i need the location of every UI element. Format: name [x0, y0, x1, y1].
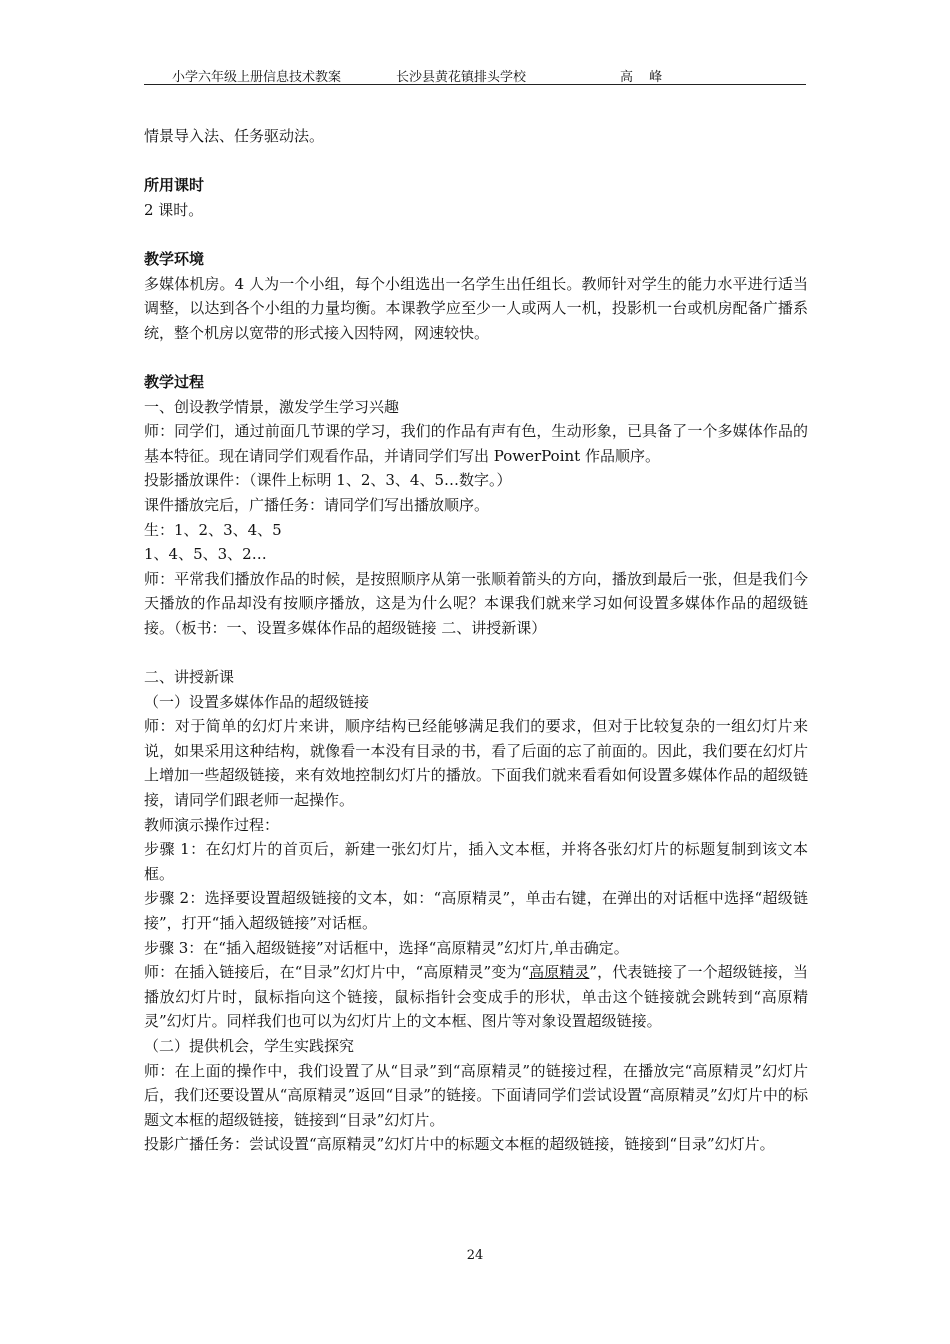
paragraph: 师：对于简单的幻灯片来讲，顺序结构已经能够满足我们的要求，但对于比较复杂的一组幻灯片来说，如果采用这种结构，就像看一本没有目录的书，看了后面的忘了前面的。因此，我们要在幻灯片上增加一些超级链接，来有效地控制幻灯片的播放。下面我们就来看看如何设置多媒体作品的超级链接，请同学们跟老师一起操作。 [144, 717, 808, 810]
paragraph [144, 960, 808, 1034]
heading-process: 教学过程 [144, 372, 205, 391]
document-body [144, 124, 808, 1157]
paragraph: （一）设置多媒体作品的超级链接 [144, 692, 370, 711]
paragraph: 投影播放课件：（课件上标明 1、2、3、4、5…数字。） [144, 471, 512, 490]
heading-environment: 教学环境 [144, 249, 205, 268]
page-header [144, 64, 806, 85]
text-span: 师：在插入链接后，在“目录”幻灯片中，“高原精灵”变为“ [144, 963, 530, 982]
paragraph: 师：同学们，通过前面几节课的学习，我们的作品有声有色，生动形象，已具备了一个多媒体作品的基本特征。现在请同学们观看作品，并请同学们写出 PowerPoint 作品顺序。 [144, 422, 808, 465]
paragraph: 师：平常我们播放作品的时候，是按照顺序从第一张顺着箭头的方向，播放到最后一张，但是我们今天播放的作品却没有按顺序播放，这是为什么呢？本课我们就来学习如何设置多媒体作品的超级链接。（板书：一、设置多媒体作品的超级链接 二、讲授新课） [144, 569, 808, 637]
page-number: 24 [466, 1248, 484, 1263]
paragraph-methods: 情景导入法、任务驱动法。 [144, 127, 325, 145]
header-school: 长沙县黄花镇排头学校 [396, 70, 527, 85]
paragraph: 生：1、2、3、4、5 [144, 520, 282, 539]
paragraph-environment: 多媒体机房。4 人为一个小组，每个小组选出一名学生出任组长。教师针对学生的能力水平进行适当调整，以达到各个小组的力量均衡。本课教学应至少一人或两人一机，投影机一台或机房配备广播系统，整个机房以宽带的形式接入因特网，网速较快。 [144, 274, 808, 342]
paragraph: 1、4、5、3、2… [144, 545, 267, 564]
text-span: ”，代表链接了一个超级链接，当播放幻灯片时，鼠标指向这个链接，鼠标指针会变成手的形状，单击这个链接就会跳转到“高原精灵”幻灯片。同样我们也可以为幻灯片上的文本框、图片等对象设置超级链接。 [144, 963, 808, 1031]
paragraph: 教师演示操作过程： [144, 815, 280, 834]
paragraph: 步骤 1：在幻灯片的首页后，新建一张幻灯片，插入文本框，并将各张幻灯片的标题复制到该文本框。 [144, 840, 808, 883]
paragraph: 一、创设教学情景，激发学生学习兴趣 [144, 397, 400, 416]
paragraph: 课件播放完后，广播任务：请同学们写出播放顺序。 [144, 495, 490, 514]
heading-class-hours: 所用课时 [144, 176, 205, 195]
paragraph: （二）提供机会，学生实践探究 [144, 1036, 355, 1055]
paragraph: 二、讲授新课 [144, 668, 235, 687]
header-course: 小学六年级上册信息技术教案 [172, 70, 342, 85]
paragraph: 步骤 2：选择要设置超级链接的文本，如：“高原精灵”，单击右键，在弹出的对话框中选择“超级链接”，打开“插入超级链接”对话框。 [144, 889, 808, 932]
paragraph: 师：在上面的操作中，我们设置了从“目录”到“高原精灵”的链接过程，在播放完“高原精灵”幻灯片后，我们还要设置从“高原精灵”返回“目录”的链接。下面请同学们尝试设置“高原精灵”幻灯片中的标题文本框的超级链接，链接到“目录”幻灯片。 [144, 1061, 808, 1129]
paragraph-class-hours: 2 课时。 [144, 200, 204, 219]
underlined-link-text: 高原精灵 [529, 963, 590, 982]
header-author: 高 峰 [620, 70, 669, 85]
paragraph: 投影广播任务：尝试设置“高原精灵”幻灯片中的标题文本框的超级链接，链接到“目录”幻灯片。 [144, 1135, 775, 1154]
paragraph: 步骤 3：在“插入超级链接”对话框中，选择“高原精灵”幻灯片,单击确定。 [144, 938, 629, 957]
